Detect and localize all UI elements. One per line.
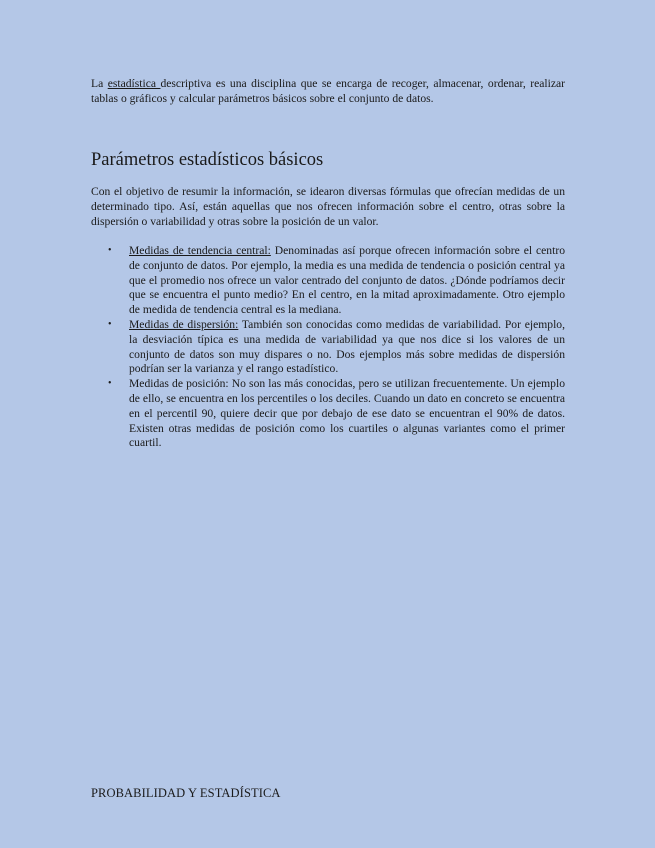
list-item-term: Medidas de dispersión: [129, 317, 239, 331]
measures-list [91, 244, 565, 451]
list-item-text: No son las más conocidas, pero se utilizan frecuentemente. Un ejemplo de ello, se encuentra en los percentiles o los deciles. Cuando un dato en concreto se encuentra en el percentil 90, quiere decir que por debajo de ese dato se encuentran el 90% de datos. Existen otras medidas de posición como los cuartiles o algunas variantes como el primer cuartil. [129, 377, 565, 450]
list-item-text: Denominadas así porque ofrecen información sobre el centro de conjunto de datos. Por ejemplo, la media es una medida de tendencia o posición central ya que el promedio nos ofrece un valor centrado del conjunto de datos. ¿Dónde podríamos decir que se encuentra el punto medio? En el centro, en la mitad aproximadamente. Otro ejemplo de medida de tendencia central es la mediana. [129, 244, 565, 317]
list-item-text: También son conocidas como medidas de variabilidad. Por ejemplo, la desviación típica es una medida de variabilidad ya que nos dice si los valores de un conjunto de datos son muy dispares o no. Dos ejemplos más sobre medidas de dispersión podrían ser la varianza y el rango estadístico. [129, 317, 565, 376]
section-heading: Parámetros estadísticos básicos [91, 150, 324, 170]
list-item-term: Medidas de tendencia central: [129, 244, 271, 257]
list-item-dispersion [91, 318, 565, 377]
list-item-tendencia-central [91, 244, 565, 318]
bullet-icon: • [108, 245, 112, 256]
intro-after: descriptiva es una disciplina que se encarga de recoger, almacenar, ordenar, realizar tablas o gráficos y calcular parámetros básicos sobre el conjunto de datos. [91, 77, 565, 105]
estadistica-link[interactable]: estadística [107, 77, 161, 90]
section-paragraph: Con el objetivo de resumir la información, se idearon diversas fórmulas que ofrecían medidas de un determinado tipo. Así, están aquellas que nos ofrecen información sobre el centro, otras sobre la dispersión o variabilidad y otras sobre la posición de un valor. [91, 185, 565, 228]
list-item-posicion [91, 377, 565, 451]
document-page [91, 76, 565, 450]
list-item-term: Medidas de posición: [129, 377, 229, 391]
bullet-icon: • [108, 378, 112, 390]
intro-before: La [91, 77, 108, 90]
bullet-icon: • [108, 318, 112, 330]
intro-paragraph [91, 76, 565, 106]
page-footer: PROBABILIDAD Y ESTADÍSTICA [91, 786, 281, 800]
